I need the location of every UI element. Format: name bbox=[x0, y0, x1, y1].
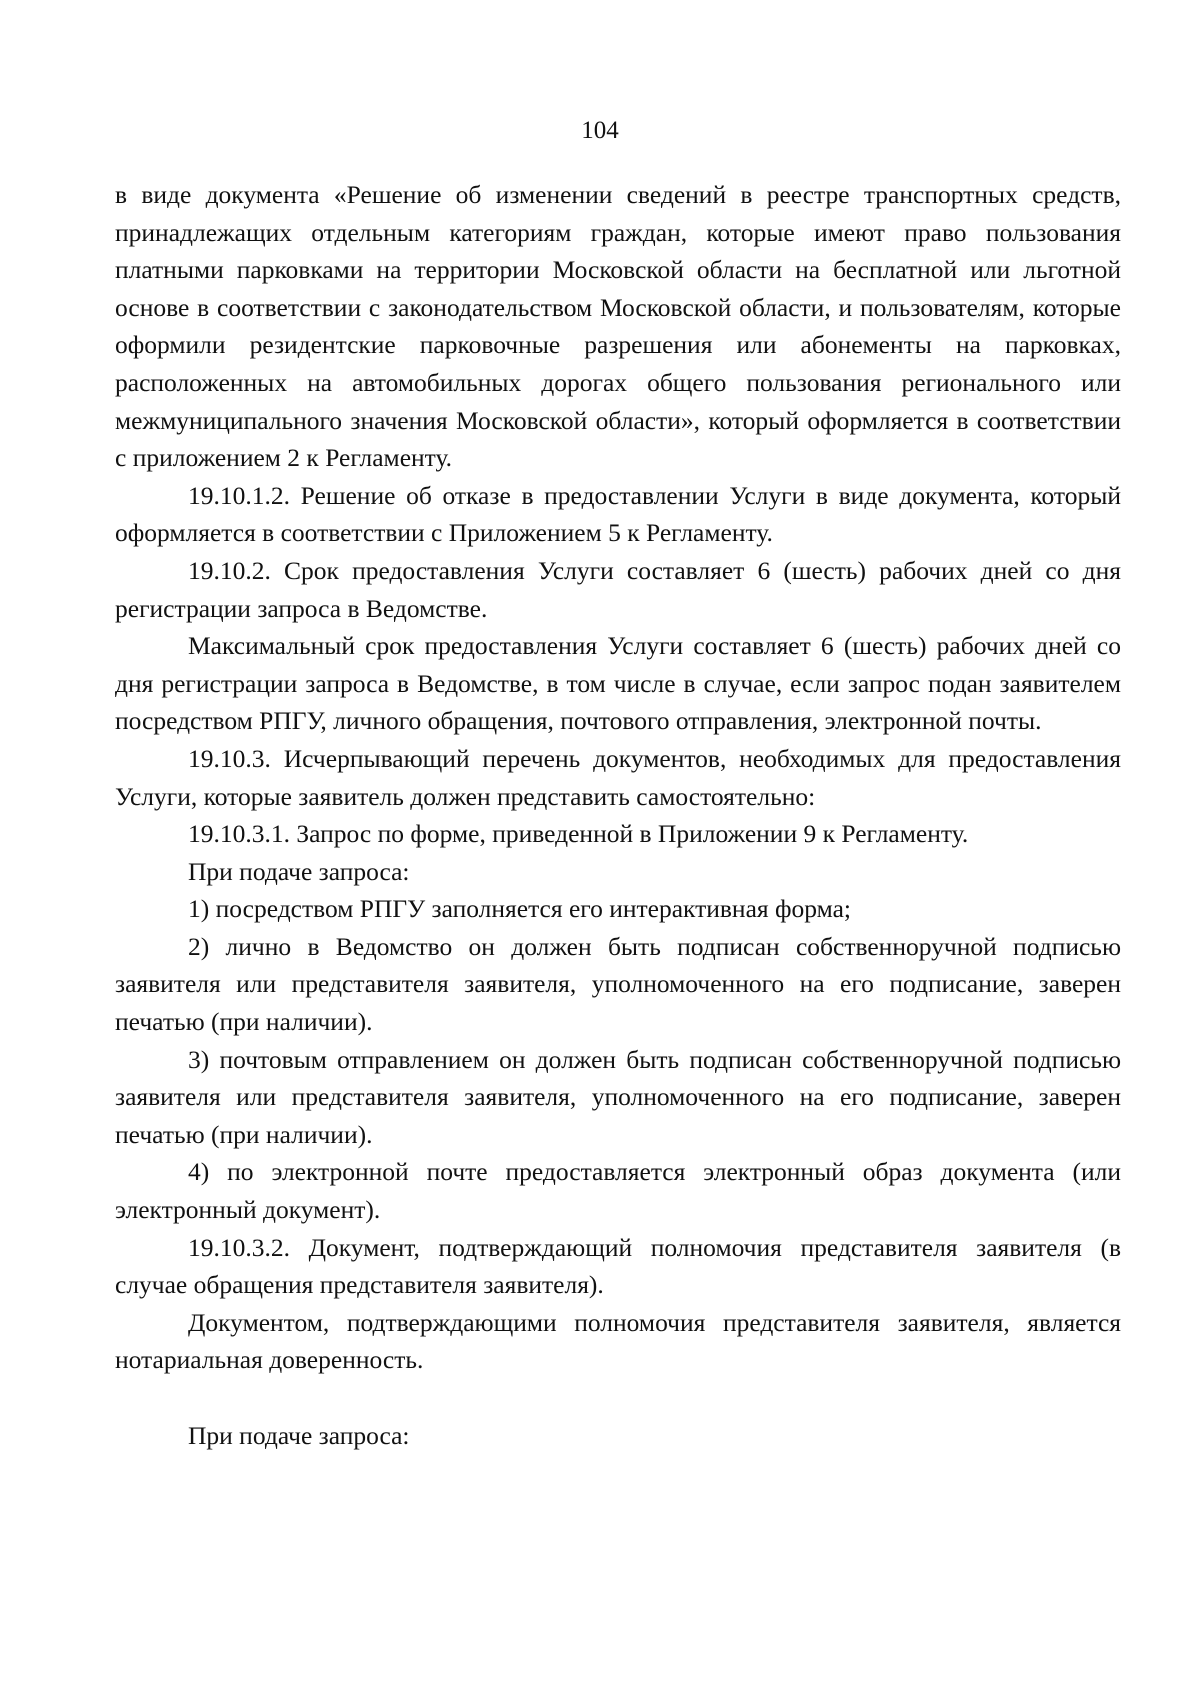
document-body bbox=[115, 176, 1121, 1454]
paragraph-19-10-3: 19.10.3. Исчерпывающий перечень документов, необходимых для предоставления Услуги, которые заявитель должен представить самостоятельно: bbox=[115, 743, 1121, 811]
paragraph-19-10-3-1: 19.10.3.1. Запрос по форме, приведенной в Приложении 9 к Регламенту. bbox=[188, 819, 969, 849]
blank-line bbox=[115, 1379, 1121, 1417]
paragraph-submission-heading: При подаче запроса: bbox=[188, 856, 410, 886]
paragraph-19-10-3-2: 19.10.3.2. Документ, подтверждающий полномочия представителя заявителя (в случае обращения представителя заявителя). bbox=[115, 1232, 1121, 1300]
paragraph-max-term: Максимальный срок предоставления Услуги составляет 6 (шесть) рабочих дней со дня регистрации запроса в Ведомстве, в том числе в случае, если запрос подан заявителем посредством РПГУ, личного обращения, почтового отправления, электронной почты. bbox=[115, 631, 1121, 736]
paragraph-decision-document: в виде документа «Решение об изменении сведений в реестре транспортных средств, принадлежащих отдельным категориям граждан, которые имеют право пользования платными парковками на территории Московской области на бесплатной или льготной основе в соответствии с законодательством Московской области, и пользователям, которые оформили резидентские парковочные разрешения или абонементы на парковках, расположенных на автомобильных дорогах общего пользования регионального или межмуниципального значения Московской области», который оформляется в соответствии с приложением 2 к Регламенту. bbox=[115, 180, 1121, 473]
paragraph-19-10-1-2: 19.10.1.2. Решение об отказе в предоставлении Услуги в виде документа, который оформляется в соответствии с Приложением 5 к Регламенту. bbox=[115, 480, 1121, 548]
list-item-rpgu: 1) посредством РПГУ заполняется его интерактивная форма; bbox=[188, 894, 851, 924]
list-item-postal: 3) почтовым отправлением он должен быть подписан собственноручной подписью заявителя или представителя заявителя, уполномоченного на его подписание, заверен печатью (при наличии). bbox=[115, 1044, 1121, 1149]
list-item-in-person: 2) лично в Ведомство он должен быть подписан собственноручной подписью заявителя или представителя заявителя, уполномоченного на его подписание, заверен печатью (при наличии). bbox=[115, 931, 1121, 1037]
paragraph-power-of-attorney: Документом, подтверждающими полномочия представителя заявителя, является нотариальная доверенность. bbox=[115, 1307, 1121, 1375]
paragraph-submission-heading-2: При подаче запроса: bbox=[188, 1420, 410, 1450]
paragraph-19-10-2: 19.10.2. Срок предоставления Услуги составляет 6 (шесть) рабочих дней со дня регистрации запроса в Ведомстве. bbox=[115, 555, 1121, 623]
list-item-email: 4) по электронной почте предоставляется электронный образ документа (или электронный документ). bbox=[115, 1157, 1121, 1225]
page-number: 104 bbox=[581, 117, 619, 144]
